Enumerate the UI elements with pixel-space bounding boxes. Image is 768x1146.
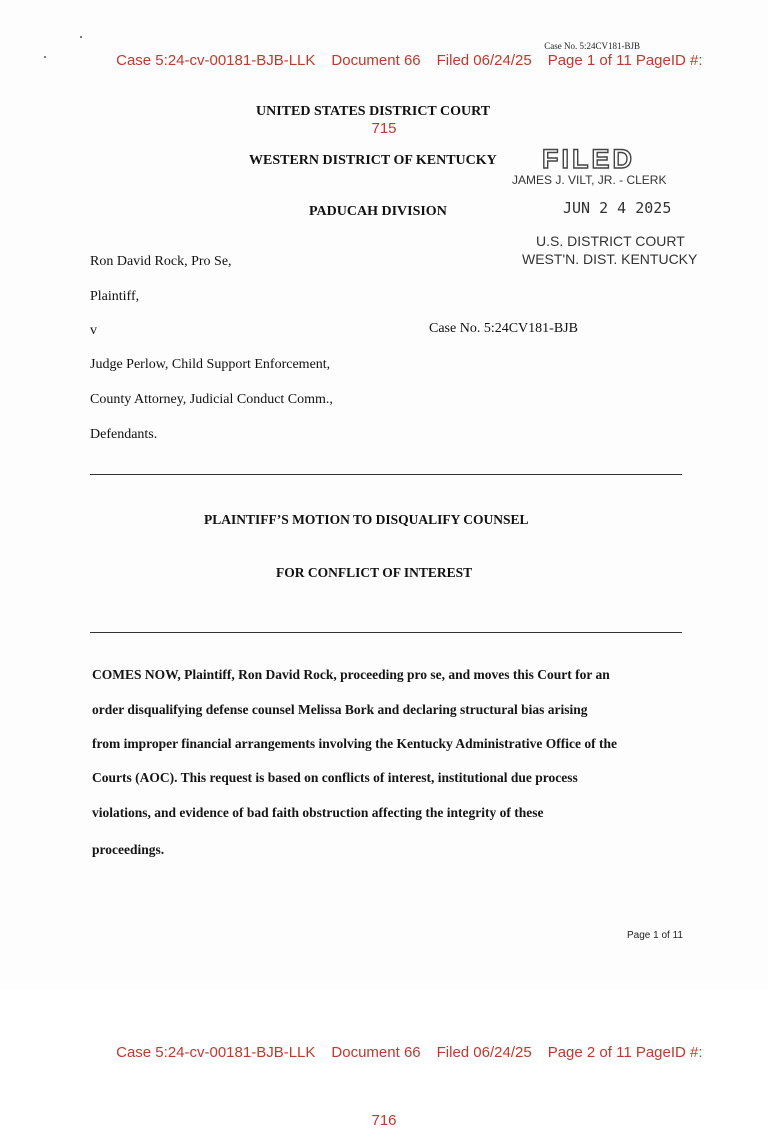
ecf-pageid: 715 <box>371 120 397 137</box>
scan-speck <box>80 36 82 38</box>
ecf-pageid: 716 <box>371 1112 397 1129</box>
body-line: COMES NOW, Plaintiff, Ron David Rock, proceeding pro se, and moves this Court for an <box>92 667 610 682</box>
defendants-line-2: County Attorney, Judicial Conduct Comm., <box>90 392 333 407</box>
ecf-header-top <box>0 1 768 154</box>
ecf-document: Document 66 <box>331 52 421 69</box>
divider-bottom <box>90 632 682 633</box>
plaintiff-label: Plaintiff, <box>90 289 140 304</box>
body-line: Courts (AOC). This request is based on conflicts of interest, institutional due process <box>92 770 578 785</box>
court-division: PADUCAH DIVISION <box>309 204 447 219</box>
filed-stamp-date: JUN 2 4 2025 <box>563 199 672 217</box>
plaintiff-name: Ron David Rock, Pro Se, <box>90 254 232 269</box>
motion-title-line-2: FOR CONFLICT OF INTEREST <box>276 565 473 580</box>
body-line: order disqualifying defense counsel Melissa Bork and declaring structural bias arising <box>92 702 588 717</box>
court-name: UNITED STATES DISTRICT COURT <box>256 104 491 119</box>
filed-stamp-clerk: JAMES J. VILT, JR. - CLERK <box>512 173 667 187</box>
body-line: violations, and evidence of bad faith obstruction affecting the integrity of these <box>92 805 544 820</box>
motion-title-line-1: PLAINTIFF’S MOTION TO DISQUALIFY COUNSEL <box>204 512 529 527</box>
ecf-filed-date: Filed 06/24/25 <box>436 52 532 69</box>
ecf-document: Document 66 <box>331 1044 421 1061</box>
body-line: proceedings. <box>92 842 165 857</box>
ecf-page: Page 2 of 11 PageID #: <box>547 1044 703 1061</box>
filed-stamp-word: FILED <box>542 144 635 174</box>
small-case-number: Case No. 5:24CV181-BJB <box>544 41 640 51</box>
ecf-header-bottom <box>0 993 768 1146</box>
court-district: WESTERN DISTRICT OF KENTUCKY <box>249 153 497 168</box>
filed-stamp-district: WEST'N. DIST. KENTUCKY <box>522 251 698 267</box>
page-number: Page 1 of 11 <box>627 930 683 941</box>
case-number: Case No. 5:24CV181-BJB <box>429 321 578 336</box>
ecf-case-number: Case 5:24-cv-00181-BJB-LLK <box>116 1044 316 1061</box>
divider-top <box>90 474 682 475</box>
filed-stamp-court: U.S. DISTRICT COURT <box>536 233 685 249</box>
ecf-page: Page 1 of 11 PageID #: <box>547 52 703 69</box>
body-line: from improper financial arrangements involving the Kentucky Administrative Office of the <box>92 736 617 751</box>
defendants-line-1: Judge Perlow, Child Support Enforcement, <box>90 357 331 372</box>
ecf-case-number: Case 5:24-cv-00181-BJB-LLK <box>116 52 316 69</box>
ecf-filed-date: Filed 06/24/25 <box>436 1044 532 1061</box>
scan-speck <box>44 56 46 58</box>
defendants-label: Defendants. <box>90 427 158 442</box>
versus: v <box>90 323 97 338</box>
